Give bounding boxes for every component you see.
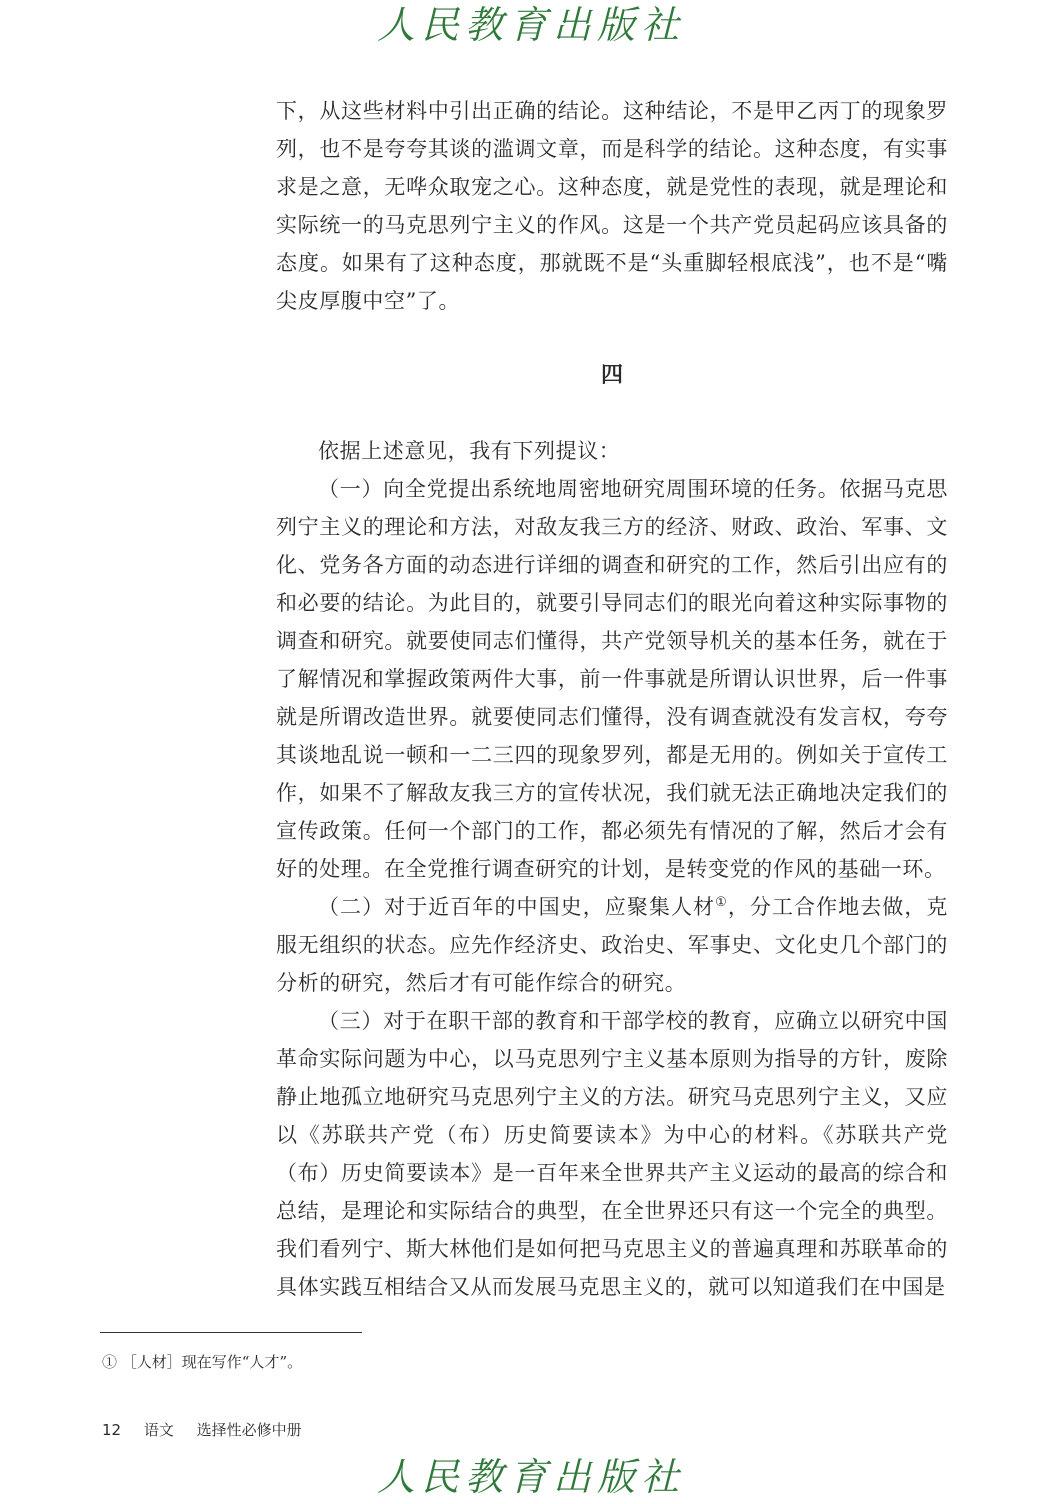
footnote-divider [100, 1332, 362, 1333]
section-heading: 四 [600, 362, 623, 388]
footer-subject: 语文 [143, 1421, 174, 1439]
proposal-2-text-after-note: ，分工合作地去做，克服无组织的状态。应先作经济史、政治史、军事史、文化史几个部门的分析的研究，然后才有可能作综合的研究。 [276, 895, 948, 995]
page-footer [102, 1418, 320, 1442]
proposal-1-paragraph: （一）向全党提出系统地周密地研究周围环境的任务。依据马克思列宁主义的理论和方法，对敌友我三方的经济、财政、政治、军事、文化、党务各方面的动态进行详细的调查和研究的工作，然后引出应有的和必要的结论。为此目的，就要引导同志们的眼光向着这种实际事物的调查和研究。就要使同志们懂得，共产党领导机关的基本任务，就在于了解情况和掌握政策两件大事，前一件事就是所谓认识世界，后一件事就是所谓改造世界。就要使同志们懂得，没有调查就没有发言权，夸夸其谈地乱说一顿和一二三四的现象罗列，都是无用的。例如关于宣传工作，如果不了解敌友我三方的宣传状况，我们就无法正确地决定我们的宣传政策。任何一个部门的工作，都必须先有情况的了解，然后才会有好的处理。在全党推行调查研究的计划，是转变党的作风的基础一环。 [276, 477, 948, 881]
footnote-text: ① ［人材］现在写作“人才”。 [102, 1353, 303, 1371]
continuation-paragraph: 下，从这些材料中引出正确的结论。这种结论，不是甲乙丙丁的现象罗列，也不是夸夸其谈的滥调文章，而是科学的结论。这种态度，有实事求是之意，无哗众取宠之心。这种态度，就是党性的表现，就是理论和实际统一的马克思列宁主义的作风。这是一个共产党员起码应该具备的态度。如果有了这种态度，那就既不是“头重脚轻根底浅”，也不是“嘴尖皮厚腹中空”了。 [276, 99, 948, 313]
intro-paragraph: 依据上述意见，我有下列提议： [318, 439, 621, 463]
footer-volume: 选择性必修中册 [196, 1421, 302, 1439]
proposal-2-text-before-note: （二）对于近百年的中国史，应聚集人材 [318, 895, 716, 919]
continuation-paragraph-block [276, 92, 948, 320]
publisher-watermark-bottom: 人民教育出版社 [376, 1455, 685, 1499]
proposal-2-paragraph [276, 888, 948, 1002]
proposals-block [276, 432, 948, 1306]
footnote-reference-mark[interactable]: ① [715, 895, 728, 910]
publisher-watermark-top: 人民教育出版社 [376, 3, 685, 47]
proposal-3-paragraph: （三）对于在职干部的教育和干部学校的教育，应确立以研究中国革命实际问题为中心，以马克思列宁主义基本原则为指导的方针，废除静止地孤立地研究马克思列宁主义的方法。研究马克思列宁主义，又应以《苏联共产党（布）历史简要读本》为中心的材料。《苏联共产党（布）历史简要读本》是一百年来全世界共产主义运动的最高的综合和总结，是理论和实际结合的典型，在全世界还只有这一个完全的典型。我们看列宁、斯大林他们是如何把马克思主义的普遍真理和苏联革命的具体实践互相结合又从而发展马克思主义的，就可以知道我们在中国是 [276, 1009, 948, 1299]
page-number: 12 [102, 1421, 122, 1439]
